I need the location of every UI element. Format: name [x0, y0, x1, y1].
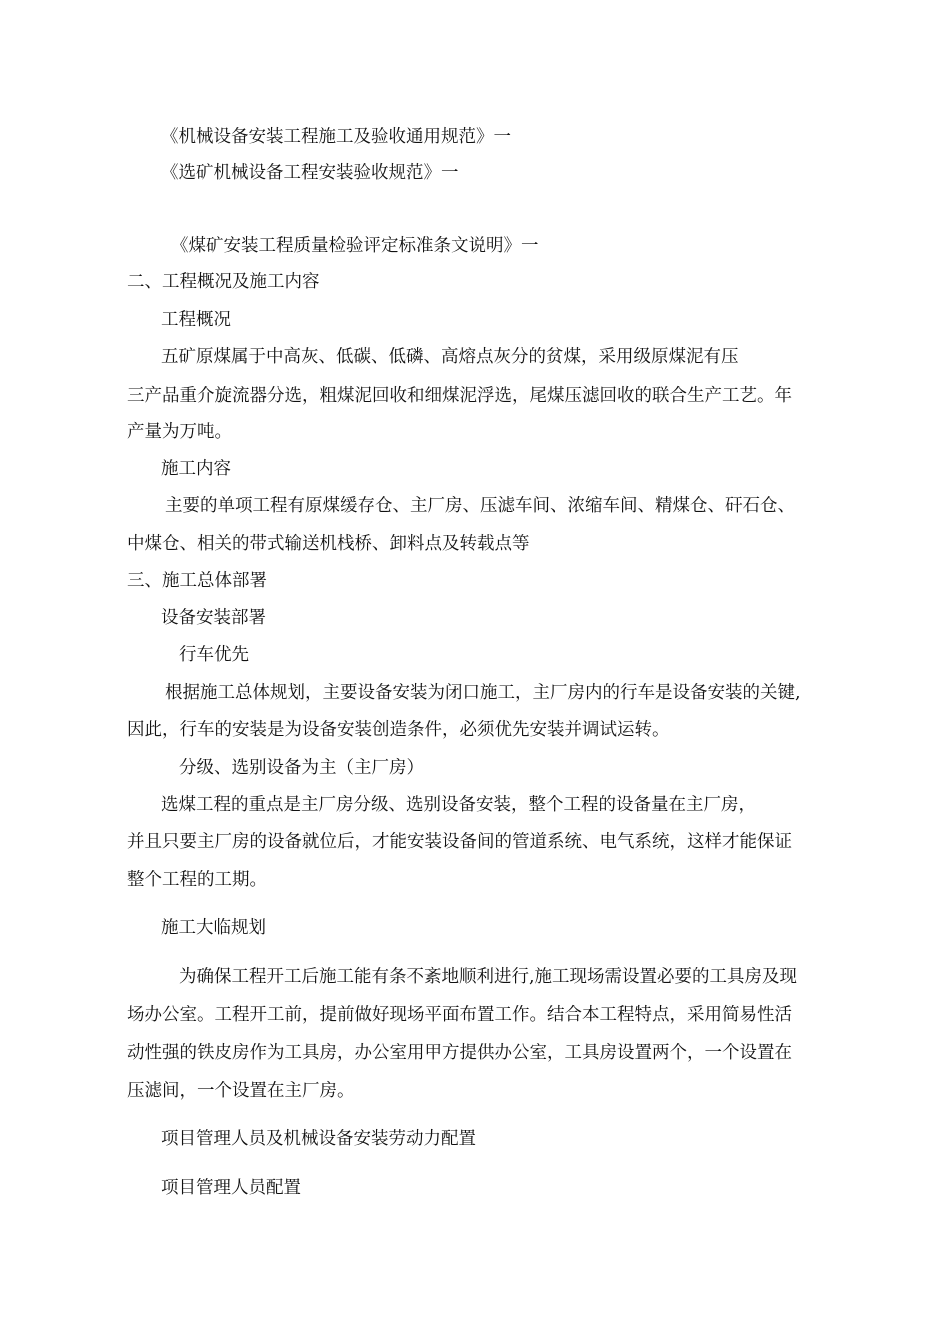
paragraph-line: 因此，行车的安装是为设备安装创造条件，必须优先安装并调试运转。 — [127, 720, 670, 740]
paragraph-line: 主要的单项工程有原煤缓存仓、主厂房、压滤车间、浓缩车间、精煤仓、矸石仓、 — [165, 496, 795, 516]
subsection-heading: 施工内容 — [161, 459, 231, 479]
reference-line: 《煤矿安装工程质量检验评定标准条文说明》一 — [171, 236, 539, 256]
section-heading: 二、工程概况及施工内容 — [127, 272, 320, 292]
paragraph-line: 动性强的铁皮房作为工具房，办公室用甲方提供办公室，工具房设置两个，一个设置在 — [127, 1043, 792, 1063]
paragraph-line: 选煤工程的重点是主厂房分级、选别设备安装，整个工程的设备量在主厂房， — [161, 795, 756, 815]
paragraph-line: 中煤仓、相关的带式输送机栈桥、卸料点及转载点等 — [127, 534, 530, 554]
paragraph-line: 为确保工程开工后施工能有条不紊地顺利进行,施工现场需设置必要的工具房及现 — [179, 967, 798, 987]
reference-line: 《选矿机械设备工程安装验收规范》一 — [161, 163, 459, 183]
reference-line: 《机械设备安装工程施工及验收通用规范》一 — [161, 127, 511, 147]
paragraph-line: 根据施工总体规划，主要设备安装为闭口施工，主厂房内的行车是设备安装的关键, — [165, 683, 801, 703]
subsection-heading: 行车优先 — [179, 645, 249, 665]
subsection-heading: 分级、选别设备为主（主厂房） — [179, 758, 424, 778]
paragraph-line: 三产品重介旋流器分选，粗煤泥回收和细煤泥浮选，尾煤压滤回收的联合生产工艺。年 — [127, 386, 792, 406]
paragraph-line: 产量为万吨。 — [127, 422, 232, 442]
subsection-heading: 设备安装部署 — [161, 608, 266, 628]
subsection-heading: 项目管理人员及机械设备安装劳动力配置 — [161, 1129, 476, 1149]
subsection-heading: 工程概况 — [161, 310, 231, 330]
paragraph-line: 压滤间，一个设置在主厂房。 — [127, 1081, 355, 1101]
section-heading: 三、施工总体部署 — [127, 571, 267, 591]
paragraph-line: 并且只要主厂房的设备就位后，才能安装设备间的管道系统、电气系统，这样才能保证 — [127, 832, 792, 852]
paragraph-line: 场办公室。工程开工前，提前做好现场平面布置工作。结合本工程特点，采用简易性活 — [127, 1005, 792, 1025]
paragraph-line: 整个工程的工期。 — [127, 870, 267, 890]
subsection-heading: 项目管理人员配置 — [161, 1178, 301, 1198]
paragraph-line: 五矿原煤属于中高灰、低碳、低磷、高熔点灰分的贫煤，采用级原煤泥有压 — [161, 347, 739, 367]
subsection-heading: 施工大临规划 — [161, 918, 266, 938]
